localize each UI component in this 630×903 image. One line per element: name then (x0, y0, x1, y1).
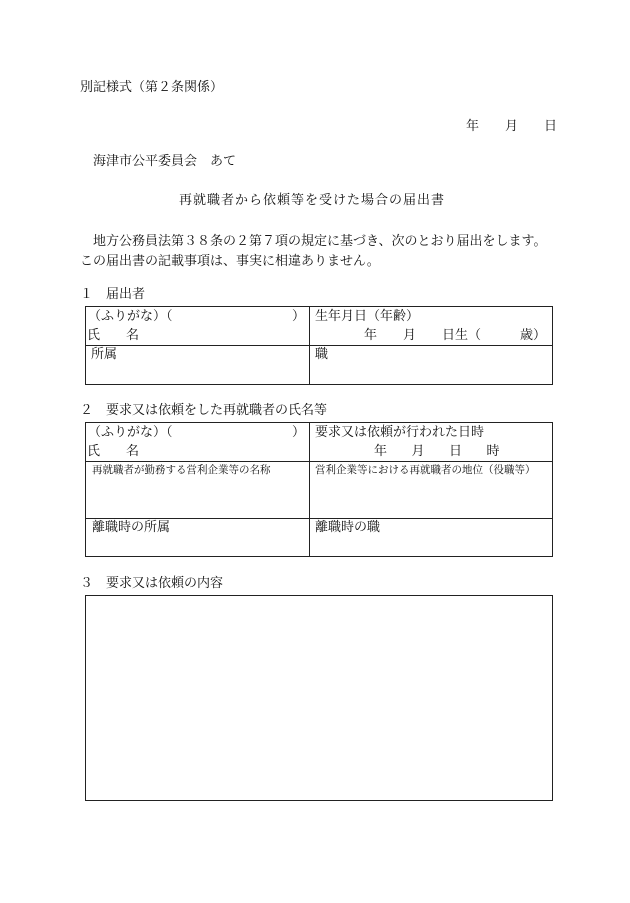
section2-column-divider (309, 422, 310, 557)
section1-furigana-close: ） (292, 309, 306, 324)
form-reference: 別記様式（第２条関係） (80, 80, 224, 95)
section2-name-label: 氏 名 (87, 444, 140, 459)
section2-row-divider-1 (85, 461, 553, 462)
section1-affiliation-label: 所属 (91, 347, 118, 362)
section1-position-label: 職 (315, 347, 329, 362)
section1-heading: １ 届出者 (80, 287, 146, 302)
section1-row-divider (85, 345, 553, 346)
section2-row-divider-2 (85, 518, 553, 519)
section1-name-label: 氏 名 (87, 328, 140, 343)
section1-birthdate-format: 年 月 日生（ 歳） (364, 328, 547, 343)
section2-employer-position-label: 営利企業等における再就職者の地位（役職等） (315, 464, 536, 476)
section2-furigana-label: （ふりがな）（ (88, 425, 173, 440)
section1-furigana-label: （ふりがな）（ (88, 309, 173, 324)
declaration-line-2: この届出書の記載事項は、事実に相違ありません。 (80, 254, 380, 269)
section2-employer-label: 再就職者が勤務する営利企業等の名称 (92, 464, 271, 476)
addressee: 海津市公平委員会 あて (93, 154, 237, 169)
section3-content-box (85, 595, 553, 801)
section1-birthdate-label: 生年月日（年齢） (315, 309, 420, 324)
section2-former-position-label: 離職時の職 (315, 520, 381, 535)
date-line: 年 月 日 (466, 119, 558, 134)
declaration-line-1: 地方公務員法第３８条の２第７項の規定に基づき、次のとおり届出をします。 (93, 234, 547, 249)
section1-column-divider (309, 306, 310, 385)
document-title: 再就職者から依頼等を受けた場合の届出書 (178, 193, 445, 208)
section2-datetime-format: 年 月 日 時 (374, 444, 500, 459)
section2-furigana-close: ） (292, 425, 306, 440)
section2-heading: ２ 要求又は依頼をした再就職者の氏名等 (80, 403, 328, 418)
section2-table (85, 422, 553, 557)
section2-datetime-label: 要求又は依頼が行われた日時 (315, 425, 485, 440)
section2-former-affiliation-label: 離職時の所属 (92, 520, 171, 535)
section3-heading: ３ 要求又は依頼の内容 (80, 576, 224, 591)
